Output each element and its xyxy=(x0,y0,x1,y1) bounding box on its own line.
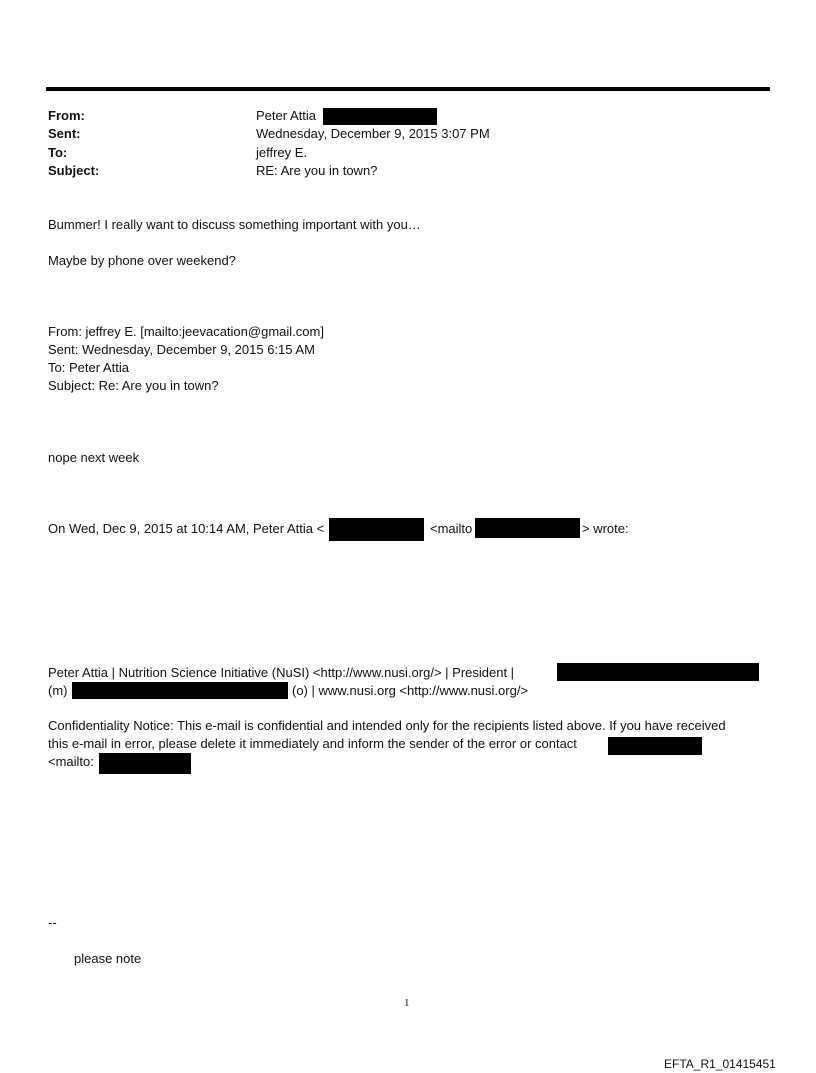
on-wrote-suffix: > wrote: xyxy=(582,521,629,536)
from-name: Peter Attia xyxy=(256,108,316,123)
confidentiality-line-1: Confidentiality Notice: This e-mail is confidential and intended only for the recipients listed above. If you have received xyxy=(48,718,726,733)
header-rule xyxy=(46,87,770,91)
body-line-1: Bummer! I really want to discuss something important with you… xyxy=(48,217,421,232)
redaction-box xyxy=(72,682,288,699)
sent-value: Wednesday, December 9, 2015 3:07 PM xyxy=(256,126,490,141)
quoted-reply: nope next week xyxy=(48,450,140,465)
signature-line-1: Peter Attia | Nutrition Science Initiative (NuSI) <http://www.nusi.org/> | President | xyxy=(48,665,515,680)
redaction-box xyxy=(608,737,702,755)
subject-label: Subject: xyxy=(48,163,100,178)
redaction-box xyxy=(323,108,437,125)
signature-line-2-prefix: (m) xyxy=(48,683,68,698)
please-note: please note xyxy=(74,951,142,966)
confidentiality-line-3: <mailto: xyxy=(48,754,94,769)
signature-line-2-suffix: (o) | www.nusi.org <http://www.nusi.org/> xyxy=(292,683,529,698)
page-number: 1 xyxy=(404,997,410,1009)
from-value xyxy=(256,108,437,125)
on-wrote-mailto: <mailto xyxy=(430,521,473,536)
document-id: EFTA_R1_01415451 xyxy=(664,1057,776,1071)
subject-value: RE: Are you in town? xyxy=(256,163,378,178)
quoted-to: To: Peter Attia xyxy=(48,360,129,375)
to-value: jeffrey E. xyxy=(256,145,308,160)
from-label: From: xyxy=(48,108,85,123)
quoted-sent: Sent: Wednesday, December 9, 2015 6:15 AM xyxy=(48,342,315,357)
redaction-box xyxy=(99,753,191,774)
redaction-box xyxy=(557,663,759,681)
redaction-box xyxy=(329,518,424,541)
body-line-2: Maybe by phone over weekend? xyxy=(48,253,236,268)
to-label: To: xyxy=(48,145,68,160)
confidentiality-line-2: this e-mail in error, please delete it immediately and inform the sender of the error or contact xyxy=(48,736,577,751)
quoted-subject: Subject: Re: Are you in town? xyxy=(48,378,219,393)
on-wrote-prefix: On Wed, Dec 9, 2015 at 10:14 AM, Peter Attia < xyxy=(48,521,325,536)
quoted-from: From: jeffrey E. [mailto:jeevacation@gmail.com] xyxy=(48,324,324,339)
redaction-box xyxy=(475,518,580,538)
sent-label: Sent: xyxy=(48,126,81,141)
signature-separator: -- xyxy=(48,915,57,930)
